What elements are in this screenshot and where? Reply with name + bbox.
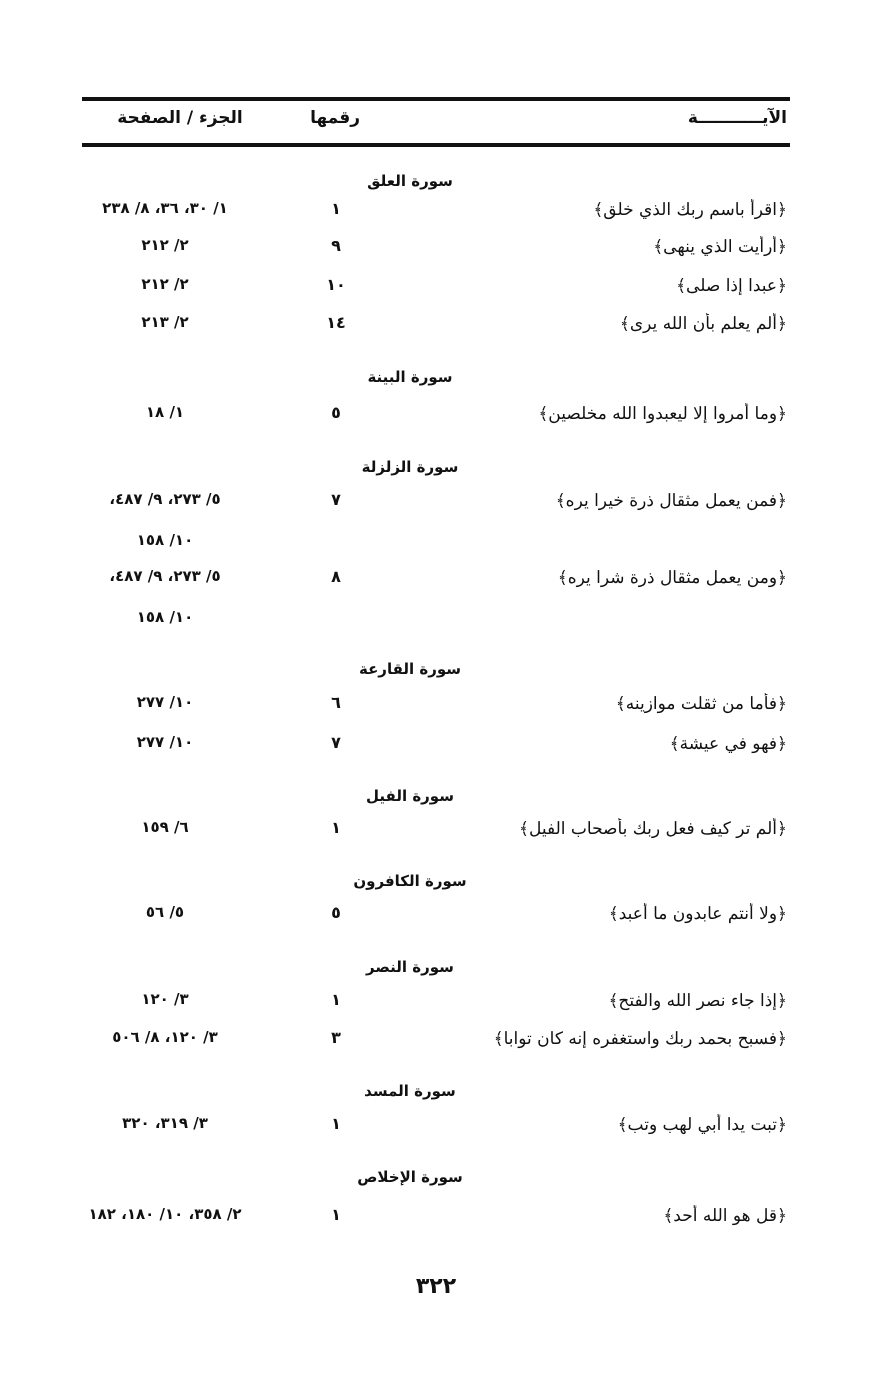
ayah-text: ﴿ألم يعلم بأن الله يرى﴾ bbox=[619, 314, 787, 334]
ayah-number: ٥ bbox=[331, 903, 341, 922]
ayah-text: ﴿فسبح بحمد ربك واستغفره إنه كان توابا﴾ bbox=[493, 1029, 787, 1049]
part-page-ref: ٥/ ٥٦ bbox=[145, 903, 185, 921]
table-row bbox=[0, 567, 873, 597]
table-row bbox=[0, 275, 873, 305]
ayah-text: ﴿ومن يعمل مثقال ذرة شرا يره﴾ bbox=[557, 568, 787, 588]
part-page-ref-continued: ١٠/ ١٥٨ bbox=[136, 608, 194, 626]
table-row bbox=[0, 818, 873, 848]
surah-heading: سورة المسد bbox=[364, 1082, 456, 1100]
column-header-part-page: الجزء / الصفحة bbox=[117, 108, 243, 128]
header-top-rule bbox=[82, 97, 790, 101]
ayah-number: ٥ bbox=[331, 403, 341, 422]
part-page-ref: ٢/ ٢١٢ bbox=[141, 236, 189, 254]
ayah-number: ١٠ bbox=[326, 275, 346, 294]
table-row bbox=[0, 733, 873, 763]
surah-heading: سورة البينة bbox=[367, 368, 453, 386]
table-row bbox=[0, 236, 873, 266]
column-header-ayah: الآيـــــــــــة bbox=[687, 108, 787, 128]
table-row bbox=[0, 990, 873, 1020]
ayah-text: ﴿ألم تر كيف فعل ربك بأصحاب الفيل﴾ bbox=[519, 819, 787, 839]
ayah-text: ﴿اقرأ باسم ربك الذي خلق﴾ bbox=[593, 200, 787, 220]
table-row bbox=[0, 903, 873, 933]
header-bottom-rule bbox=[82, 143, 790, 147]
part-page-ref: ٥/ ٢٧٣، ٩/ ٤٨٧، bbox=[109, 567, 221, 585]
ayah-number: ١ bbox=[331, 1205, 341, 1224]
ayah-number: ١ bbox=[331, 199, 341, 218]
ayah-text: ﴿إذا جاء نصر الله والفتح﴾ bbox=[608, 991, 787, 1011]
part-page-ref-continued: ١٠/ ١٥٨ bbox=[136, 531, 194, 549]
ayah-number: ٧ bbox=[331, 490, 341, 509]
ayah-text: ﴿فهو في عيشة﴾ bbox=[669, 734, 787, 754]
table-row bbox=[0, 313, 873, 343]
page-number: ٣٢٢ bbox=[415, 1274, 457, 1299]
ayah-number: ١ bbox=[331, 990, 341, 1009]
ayah-text: ﴿ولا أنتم عابدون ما أعبد﴾ bbox=[608, 904, 787, 924]
part-page-ref: ١٠/ ٢٧٧ bbox=[136, 733, 194, 751]
part-page-ref: ٦/ ١٥٩ bbox=[141, 818, 189, 836]
table-row bbox=[0, 403, 873, 433]
surah-heading: سورة العلق bbox=[367, 172, 453, 190]
ayah-number: ١٤ bbox=[326, 313, 346, 332]
ayah-text: ﴿تبت يدا أبي لهب وتب﴾ bbox=[617, 1115, 787, 1135]
ayah-number: ٧ bbox=[331, 733, 341, 752]
ayah-text: ﴿أرأيت الذي ينهى﴾ bbox=[653, 237, 787, 257]
ayah-text: ﴿قل هو الله أحد﴾ bbox=[663, 1206, 787, 1226]
ayah-text: ﴿فأما من ثقلت موازينه﴾ bbox=[615, 694, 787, 714]
column-header-number: رقمها bbox=[310, 108, 360, 128]
part-page-ref: ٢/ ٢١٢ bbox=[141, 275, 189, 293]
part-page-ref: ١٠/ ٢٧٧ bbox=[136, 693, 194, 711]
surah-heading: سورة الزلزلة bbox=[361, 458, 459, 476]
ayah-number: ٨ bbox=[331, 567, 341, 586]
surah-heading: سورة الإخلاص bbox=[357, 1168, 463, 1186]
table-row bbox=[0, 1205, 873, 1235]
table-row bbox=[0, 693, 873, 723]
table-row bbox=[0, 1114, 873, 1144]
table-row bbox=[0, 1028, 873, 1058]
ayah-number: ١ bbox=[331, 818, 341, 837]
ayah-number: ٣ bbox=[331, 1028, 341, 1047]
part-page-ref: ٢/ ٢١٣ bbox=[141, 313, 189, 331]
part-page-ref: ٣/ ٣١٩، ٣٢٠ bbox=[122, 1114, 208, 1132]
surah-heading: سورة الكافرون bbox=[353, 872, 467, 890]
table-row bbox=[0, 199, 873, 229]
ayah-number: ٩ bbox=[331, 236, 341, 255]
part-page-ref: ٣/ ١٢٠، ٨/ ٥٠٦ bbox=[112, 1028, 218, 1046]
ayah-number: ٦ bbox=[331, 693, 341, 712]
part-page-ref: ٣/ ١٢٠ bbox=[141, 990, 189, 1008]
ayah-text: ﴿فمن يعمل مثقال ذرة خيرا يره﴾ bbox=[555, 491, 787, 511]
ayah-text: ﴿عبدا إذا صلى﴾ bbox=[676, 276, 787, 296]
table-row bbox=[0, 490, 873, 520]
surah-heading: سورة النصر bbox=[366, 958, 454, 976]
surah-heading: سورة القارعة bbox=[358, 660, 462, 678]
part-page-ref: ١/ ١٨ bbox=[145, 403, 185, 421]
part-page-ref: ٥/ ٢٧٣، ٩/ ٤٨٧، bbox=[109, 490, 221, 508]
ayah-number: ١ bbox=[331, 1114, 341, 1133]
ayah-text: ﴿وما أمروا إلا ليعبدوا الله مخلصين﴾ bbox=[538, 404, 787, 424]
part-page-ref: ٢/ ٣٥٨، ١٠/ ١٨٠، ١٨٢ bbox=[88, 1205, 242, 1223]
surah-heading: سورة الفيل bbox=[366, 787, 454, 805]
part-page-ref: ١/ ٣٠، ٣٦، ٨/ ٢٣٨ bbox=[102, 199, 228, 217]
